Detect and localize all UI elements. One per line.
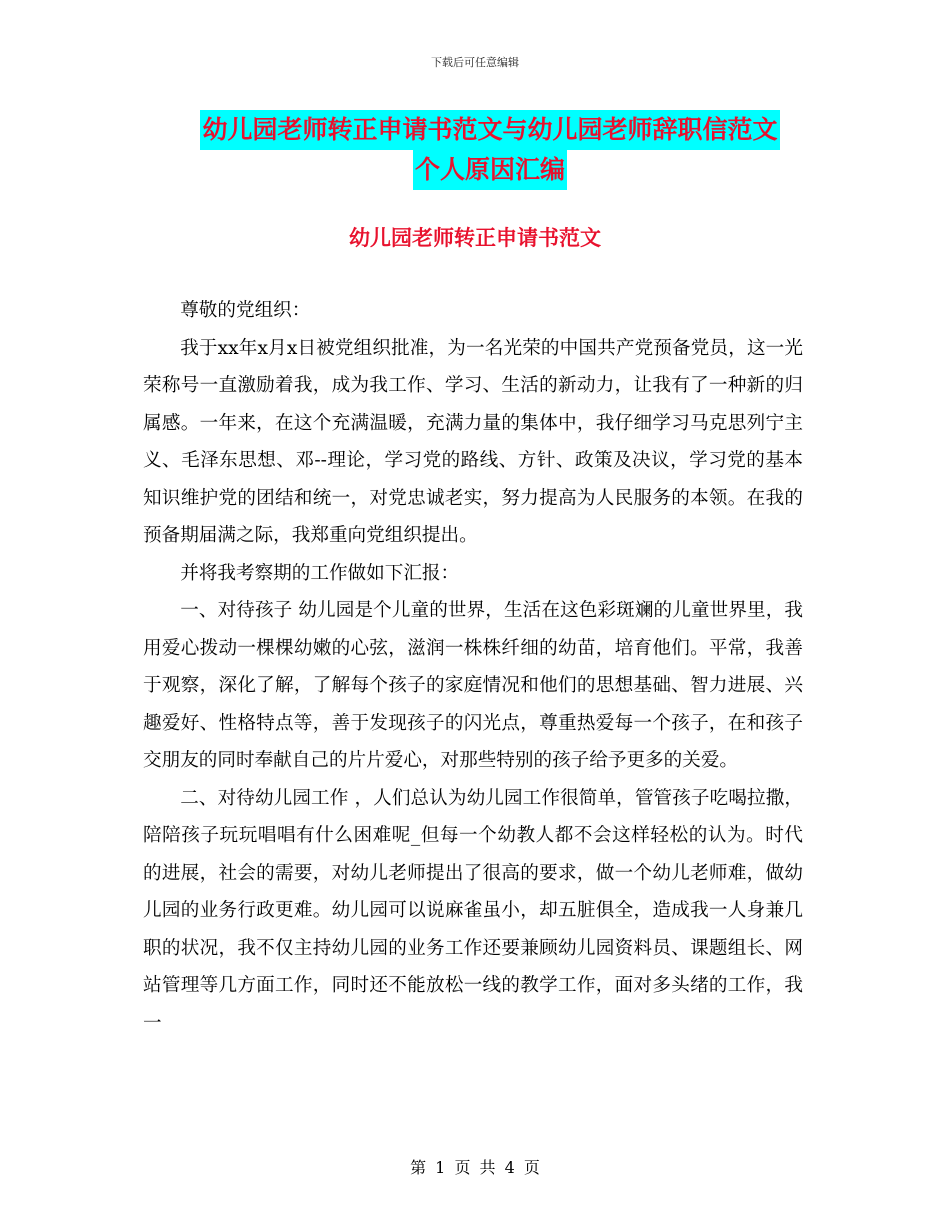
main-title-line-1: 幼儿园老师转正申请书范文与幼儿园老师辞职信范文 (200, 110, 779, 150)
header-note: 下载后可任意编辑 (431, 56, 519, 69)
body-text (143, 292, 803, 1042)
paragraph: 并将我考察期的工作做如下汇报： (180, 562, 460, 584)
page-number: 第 1 页 共 4 页 (410, 1158, 540, 1177)
paragraph: 我于xx年x月x日被党组织批准，为一名光荣的中国共产党预备党员，这一光荣称号一直激励着我，成为我工作、学习、生活的新动力，让我有了一种新的归属感。一年来，在这个充满温暖，充满力量的集体中，我仔细学习马克思列宁主义、毛泽东思想、邓--理论，学习党的路线、方针、政策及决议，学习党的基本知识维护党的团结和统一，对党忠诚老实，努力提高为人民服务的本领。在我的预备期届满之际，我郑重向党组织提出。 (143, 337, 803, 546)
paragraph: 一、对待孩子 幼儿园是个儿童的世界，生活在这色彩斑斓的儿童世界里，我用爱心拨动一棵棵幼嫩的心弦，滋润一株株纤细的幼苗，培育他们。平常，我善于观察，深化了解，了解每个孩子的家庭情况和他们的思想基础、智力进展、兴趣爱好、性格特点等，善于发现孩子的闪光点，尊重热爱每一个孩子，在和孩子交朋友的同时奉献自己的片片爱心，对那些特别的孩子给予更多的关爱。 (143, 600, 803, 771)
salutation: 尊敬的党组织： (180, 300, 311, 321)
section-title: 幼儿园老师转正申请书范文 (349, 226, 601, 250)
main-title-line-2: 个人原因汇编 (413, 150, 567, 190)
paragraph: 二、对待幼儿园工作 ，人们总认为幼儿园工作很简单，管管孩子吃喝拉撒，陪陪孩子玩玩唱唱有什么困难呢_但每一个幼教人都不会这样轻松的认为。时代的进展，社会的需要，对幼儿老师提出了很高的要求，做一个幼儿老师难，做幼儿园的业务行政更难。幼儿园可以说麻雀虽小，却五脏俱全，造成我一人身兼几职的状况，我不仅主持幼儿园的业务工作还要兼顾幼儿园资料员、课题组长、网站管理等几方面工作，同时还不能放松一线的教学工作，面对多头绪的工作，我一 (143, 787, 803, 1034)
main-title (140, 110, 840, 190)
